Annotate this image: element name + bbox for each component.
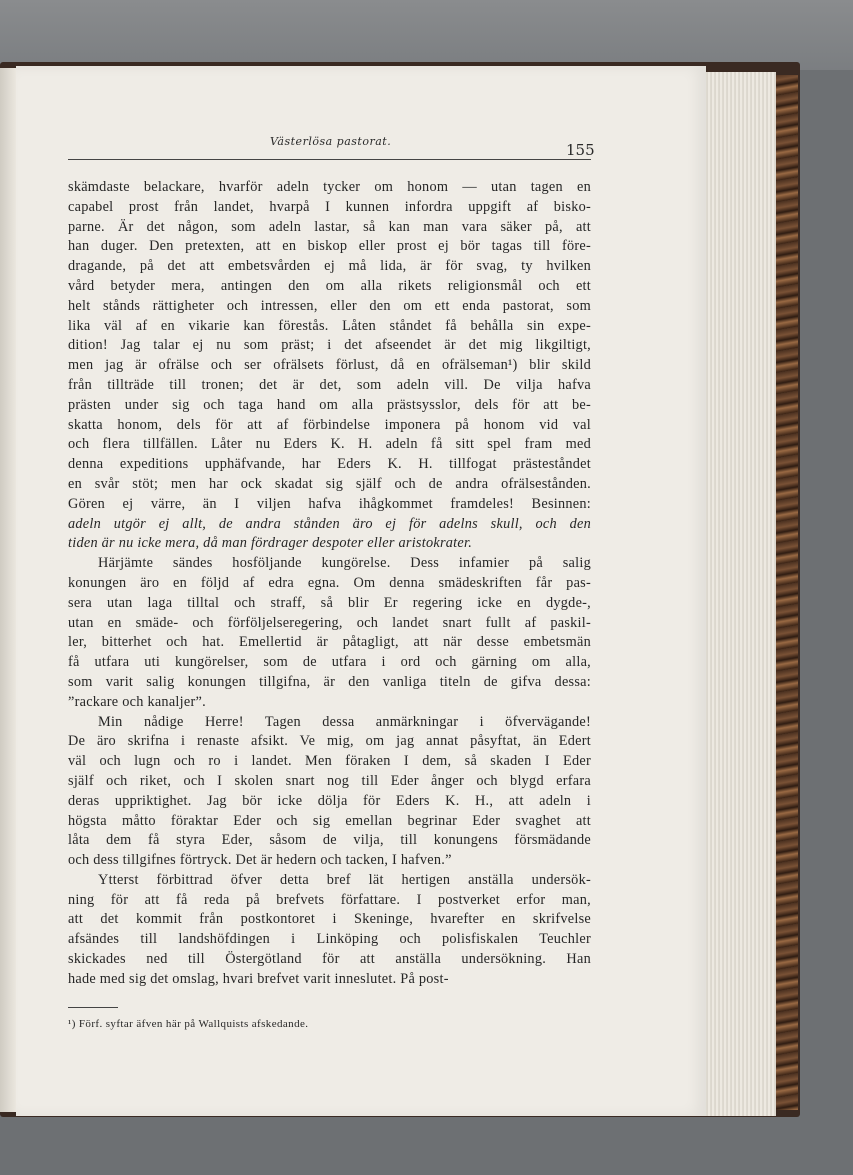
text-line: och dess tillgifnes förtryck. Det är hedern och tacken, I hafven.” [68, 852, 452, 869]
text-line: deras uppriktighet. Jag bör icke dölja för Eders K. H., att adeln i [68, 792, 591, 809]
text-line: dragande, på det att embetsvården ej må lida, är för svag, ty hvilken [68, 258, 591, 275]
footnote: ¹) Förf. syftar äfven här på Wallquists afskedande. [68, 1018, 309, 1030]
text-line: väl och lugn och ro i landet. Men föraken I dem, så skaden I Eder [68, 753, 591, 770]
text-line: ning för att få reda på brefvets författare. I postverket erfor man, [68, 891, 591, 908]
text-line: låta dem få styra Eder, såsom de vilja, till konungens försmädande [68, 832, 591, 849]
text-line: De äro skrifna i renaste afsikt. Ve mig, om jag annat påsyftat, än Edert [68, 733, 591, 750]
text-line: men jag är ofrälse och ser ofrälsets förlust, då en ofrälseman¹) blir skild [68, 357, 591, 374]
text-line: skämdaste belackare, hvarför adeln tycker om honom — utan tagen en [68, 179, 591, 195]
text-line: han duger. Den pretexten, att en biskop eller prost ej bör tagas till före- [68, 238, 591, 255]
text-line: en svår stöt; men har ock skadat sig själf och de andra ofrälsestånden. [68, 475, 591, 492]
text-line: skickades ned till Östergötland för att anställa undersökning. Han [68, 951, 591, 968]
text-line: få utfara uti kungörelser, som de utfara i ord och gärning om alla, [68, 654, 591, 671]
page-number: 155 [566, 141, 595, 159]
background [0, 0, 853, 70]
body-text [68, 178, 591, 990]
left-page-edge [0, 68, 16, 1112]
text-line: att det kommit från postkontoret i Skeninge, hvarefter en skrifvelse [68, 911, 591, 928]
running-title: Västerlösa pastorat. [270, 135, 392, 148]
text-line: skatta honom, dels för att af förbindelse imponera på honom vid val [68, 416, 591, 433]
text-line: adeln utgör ej allt, de andra stånden äro ej för adelns skull, och den [68, 515, 591, 532]
text-line: Härjämte sändes hosföljande kungörelse. Dess infamier på salig [98, 555, 591, 572]
text-line: från tillträde till tronen; det är det, som adeln vill. De vilja hafva [68, 376, 591, 393]
text-line: tiden är nu icke mera, då man fördrager despoter eller aristokrater. [68, 535, 473, 552]
text-line: afsändes till landshöfdingen i Linköping och polisfiskalen Teuchler [68, 931, 591, 948]
text-line: hade med sig det omslag, hvari brefvet varit inneslutet. På post- [68, 970, 449, 987]
text-line: dition! Jag talar ej nu som präst; i det afseendet är det mig likgiltigt, [68, 337, 591, 354]
text-line: vård betyder mera, antingen den om alla rikets religionsmål och ett [68, 277, 591, 294]
text-line: parne. Är det någon, som adeln lastar, så kan man vara säker på, att [68, 218, 591, 235]
text-line: högsta måtto föraktar Eder och sig emellan begrinar Eder svaghet att [68, 812, 591, 829]
text-line: konungen äro en följd af edra egna. Om denna smädeskriften får pas- [68, 574, 591, 591]
page-stack-edges [700, 72, 776, 1116]
text-line: helt stånds rättigheter och intressen, eller den om ett enda pastorat, som [68, 297, 591, 314]
text-line: som varit salig konungen tillgifna, är den vanliga titeln de gifva dessa: [68, 673, 591, 690]
text-line: Gören ej värre, än I viljen hafva ihågkommet framdeles! Besinnen: [68, 495, 591, 512]
text-line: Ytterst förbittrad öfver detta bref lät hertigen anställa undersök- [98, 871, 591, 888]
text-line: capabel prost från landet, hvarpå I kunnen infordra uppgift af bisko- [68, 198, 591, 215]
text-line: och flera tillfällen. Låter nu Eders K. H. adeln få sitt spel fram med [68, 436, 591, 453]
text-line: ler, bitterhet och hat. Emellertid är påtagligt, att när desse embetsmän [68, 634, 591, 651]
text-line: ”rackare och kanaljer”. [68, 693, 206, 710]
text-line: utan en smäde- och förföljelseregering, och landet snart fullt af paskil- [68, 614, 591, 631]
text-line: Min nådige Herre! Tagen dessa anmärkningar i öfvervägande! [98, 713, 591, 730]
text-line: lika väl af en vikarie kan förestås. Låten ståndet få behålla sin expe- [68, 317, 591, 334]
footnote-rule [68, 1007, 118, 1008]
text-line: denna expeditions upphäfvande, har Eders K. H. tillfogat prästeståndet [68, 456, 591, 473]
text-line: sera utan laga tilltal och straff, så blir Er regering icke en dygde-, [68, 594, 591, 611]
text-line: själf och riket, och I skolen snart nog till Eder ånger och blygd erfara [68, 772, 591, 789]
text-line: prästen under sig och taga hand om alla prästsysslor, dels för att be- [68, 396, 591, 413]
